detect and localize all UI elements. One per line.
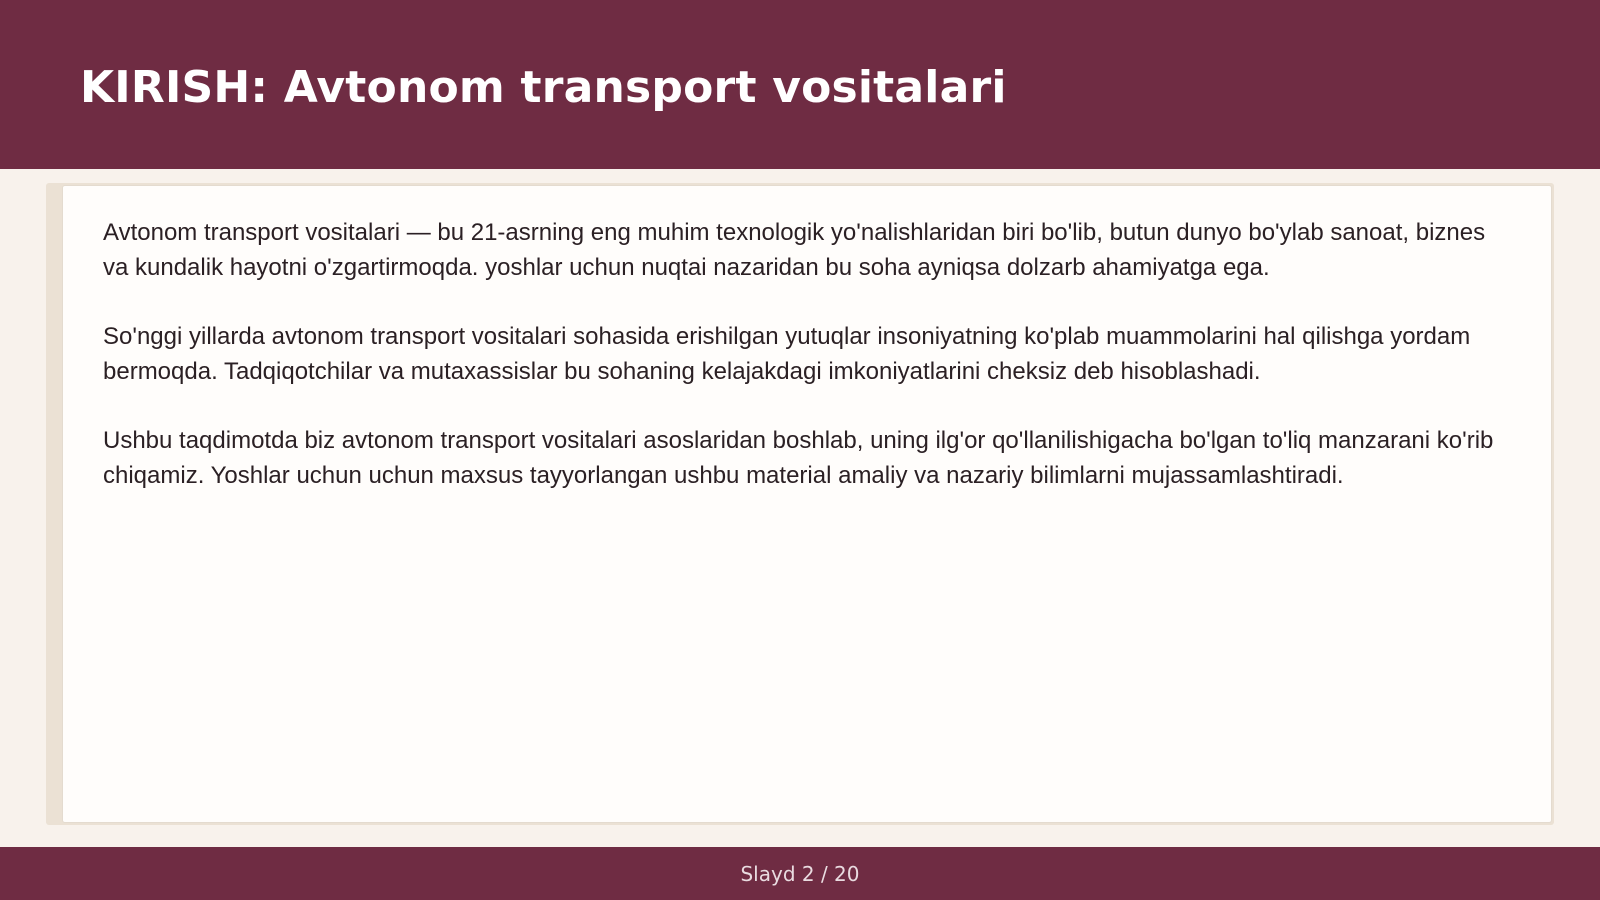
paragraph-3: Ushbu taqdimotda biz avtonom transport vositalari asoslaridan boshlab, uning ilg'or qo'llanilishigacha bo'lgan to'liq manzarani ko'rib chiqamiz. Yoshlar uchun uchun maxsus tayyorlangan ushbu material amaliy va nazariy bilimlarni mujassamlashtiradi.: [103, 427, 1494, 489]
paragraph-2: So'nggi yillarda avtonom transport vositalari sohasida erishilgan yutuqlar insoniyatning ko'plab muammolarini hal qilishga yordam bermoqda. Tadqiqotchilar va mutaxassislar bu sohaning kelajakdagi imkoniyatlarini cheksiz deb hisoblashadi.: [103, 323, 1471, 385]
slide-counter: Slayd 2 / 20: [740, 861, 860, 886]
slide-header: [0, 0, 1600, 169]
slide-footer: [0, 847, 1600, 900]
content-text: [103, 215, 1503, 527]
slide-title: KIRISH: Avtonom transport vositalari: [80, 62, 1007, 113]
paragraph-1: Avtonom transport vositalari — bu 21-asrning eng muhim texnologik yo'nalishlaridan biri bo'lib, butun dunyo bo'ylab sanoat, biznes va kundalik hayotni o'zgartirmoqda. yoshlar uchun nuqtai nazaridan bu soha ayniqsa dolzarb ahamiyatga ega.: [103, 219, 1486, 281]
